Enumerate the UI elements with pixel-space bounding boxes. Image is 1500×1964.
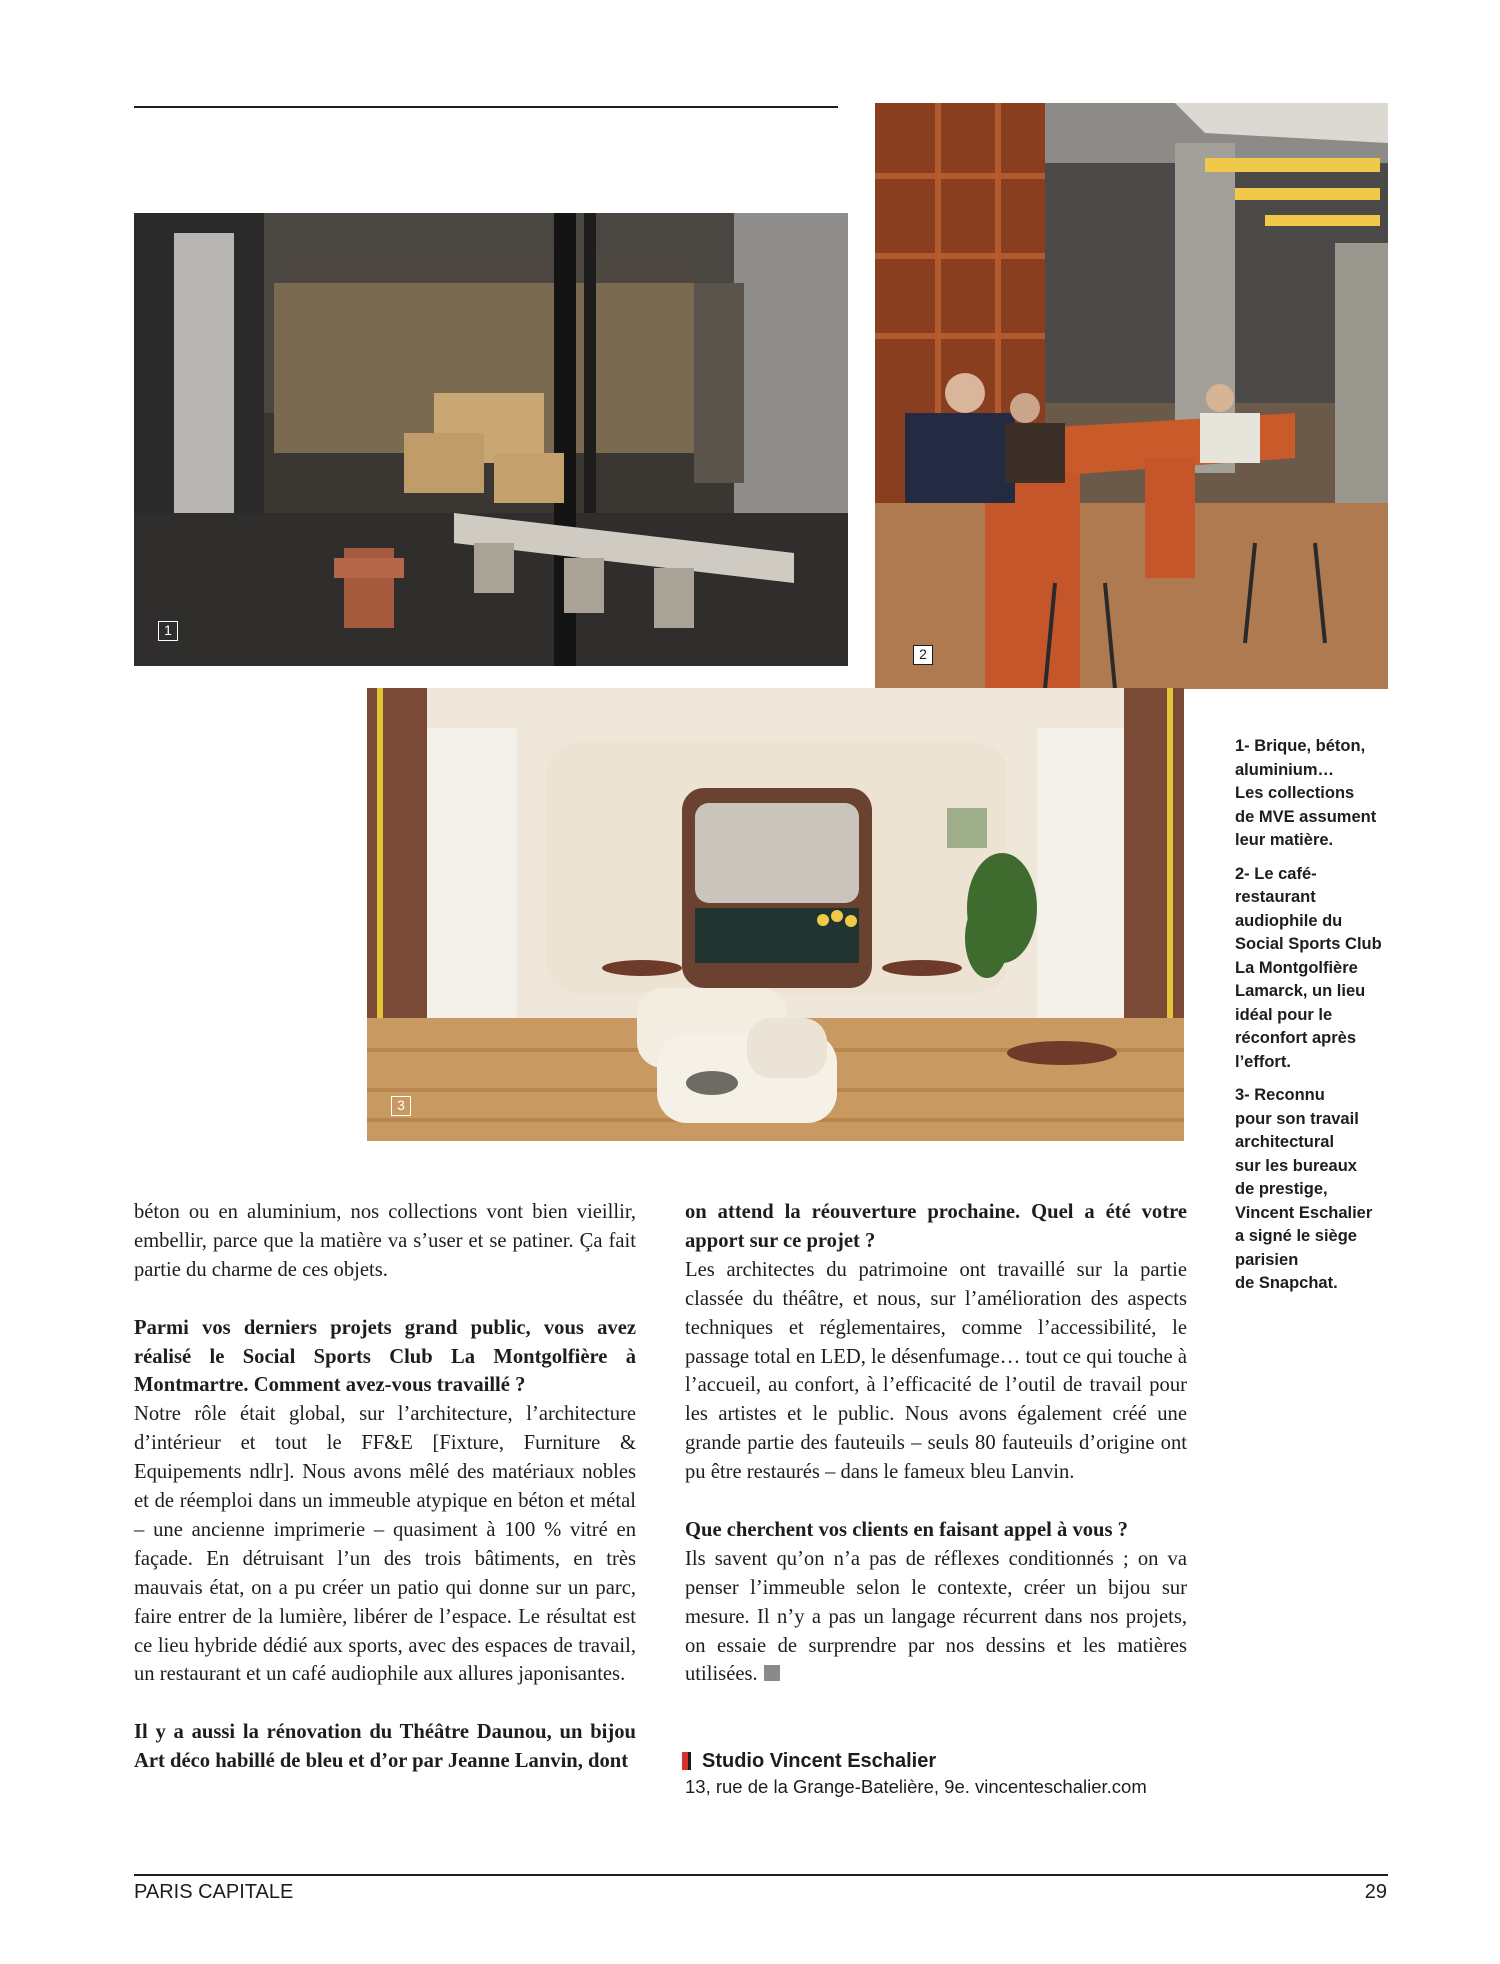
studio-marker-icon <box>688 1752 691 1770</box>
interview-question: Il y a aussi la rénovation du Théâtre Daunou, un bijou Art déco habillé de bleu et d’or par Jeanne Lanvin, dont <box>134 1721 636 1773</box>
interview-answer: Ils savent qu’on n’a pas de réflexes conditionnés ; on va penser l’immeuble selon le contexte, créer un bijou sur mesure. Il n’y a pas un langage récurrent dans nos projets, on essaie de surprendre par nos dessins et les matières utilisées. <box>685 1547 1187 1686</box>
studio-info <box>685 1748 1147 1800</box>
end-of-article-icon <box>764 1665 780 1681</box>
photo-number-2: 2 <box>913 645 933 665</box>
interview-question: on attend la réouverture prochaine. Quel a été votre apport sur ce projet ? <box>685 1201 1187 1252</box>
caption-2: 2- Le café- restaurant audiophile du Social Sports Club La Montgolfière Lamarck, un lieu idéal pour le réconfort après l’effort. <box>1235 864 1382 1071</box>
footer-rule <box>134 1874 1388 1876</box>
photo-office-illustration <box>367 688 1184 1141</box>
caption-1: 1- Brique, béton, aluminium… Les collections de MVE assument leur matière. <box>1235 737 1377 849</box>
page-number: 29 <box>1364 1881 1387 1903</box>
studio-address: 13, rue de la Grange-Batelière, 9e. vincenteschalier.com <box>685 1776 1147 1797</box>
article-qa-block <box>134 1718 636 1776</box>
article-qa-block <box>685 1198 1187 1487</box>
top-rule <box>134 106 838 108</box>
photo-number-3: 3 <box>391 1096 411 1116</box>
photo-cafe <box>875 103 1388 689</box>
photo-office <box>367 688 1184 1141</box>
photo-cafe-illustration <box>875 103 1388 689</box>
photo-number-1: 1 <box>158 621 178 641</box>
photo-showroom <box>134 213 848 666</box>
article-qa-block <box>685 1516 1187 1689</box>
article-column-left <box>134 1198 636 1805</box>
publication-name: PARIS CAPITALE <box>134 1881 294 1903</box>
photo-showroom-illustration <box>134 213 848 666</box>
studio-name: Studio Vincent Eschalier <box>702 1750 937 1772</box>
interview-question: Parmi vos derniers projets grand public, vous avez réalisé le Social Sports Club La Montgolfière à Montmartre. Comment avez-vous travaillé ? <box>134 1316 636 1397</box>
interview-answer: Notre rôle était global, sur l’architecture, l’architecture d’intérieur et tout le FF&E [Fixture, Furniture & Equipements ndlr]. Nous avons mêlé des matériaux nobles et de réemploi dans un immeuble atypique en béton et métal – une ancienne imprimerie – quasiment à 100 % vitré en façade. En détruisant l’un des trois bâtiments, en très mauvais état, on a pu créer un patio qui donne sur un parc, faire entrer de la lumière, libérer de l’espace. Le résultat est ce lieu hybride dédié aux sports, avec des espaces de travail, un restaurant et un café audiophile aux allures japonisantes. <box>134 1403 636 1686</box>
article-qa-block <box>134 1314 636 1690</box>
interview-question: Que cherchent vos clients en faisant appel à vous ? <box>685 1518 1128 1541</box>
article-column-right <box>685 1198 1187 1718</box>
caption-3: 3- Reconnu pour son travail architectural sur les bureaux de prestige, Vincent Eschalier a signé le siège parisien de Snapchat. <box>1235 1086 1373 1292</box>
article-paragraph: béton ou en aluminium, nos collections vont bien vieillir, embellir, parce que la matière va s’user et se patiner. Ça fait partie du charme de ces objets. <box>134 1201 636 1281</box>
interview-answer: Les architectes du patrimoine ont travaillé sur la partie classée du théâtre, et nous, sur l’amélioration des aspects techniques et réglementaires, comme l’accessibilité, le passage total en LED, le désenfumage… tout ce qui touche à l’accueil, au confort, à l’efficacité de l’outil de travail pour les artistes et le public. Nous avons également créé une grande partie des fauteuils – seuls 80 fauteuils d’origine ont pu être restaurés – dans le fameux bleu Lanvin. <box>685 1258 1187 1484</box>
photo-captions <box>1235 735 1395 1306</box>
